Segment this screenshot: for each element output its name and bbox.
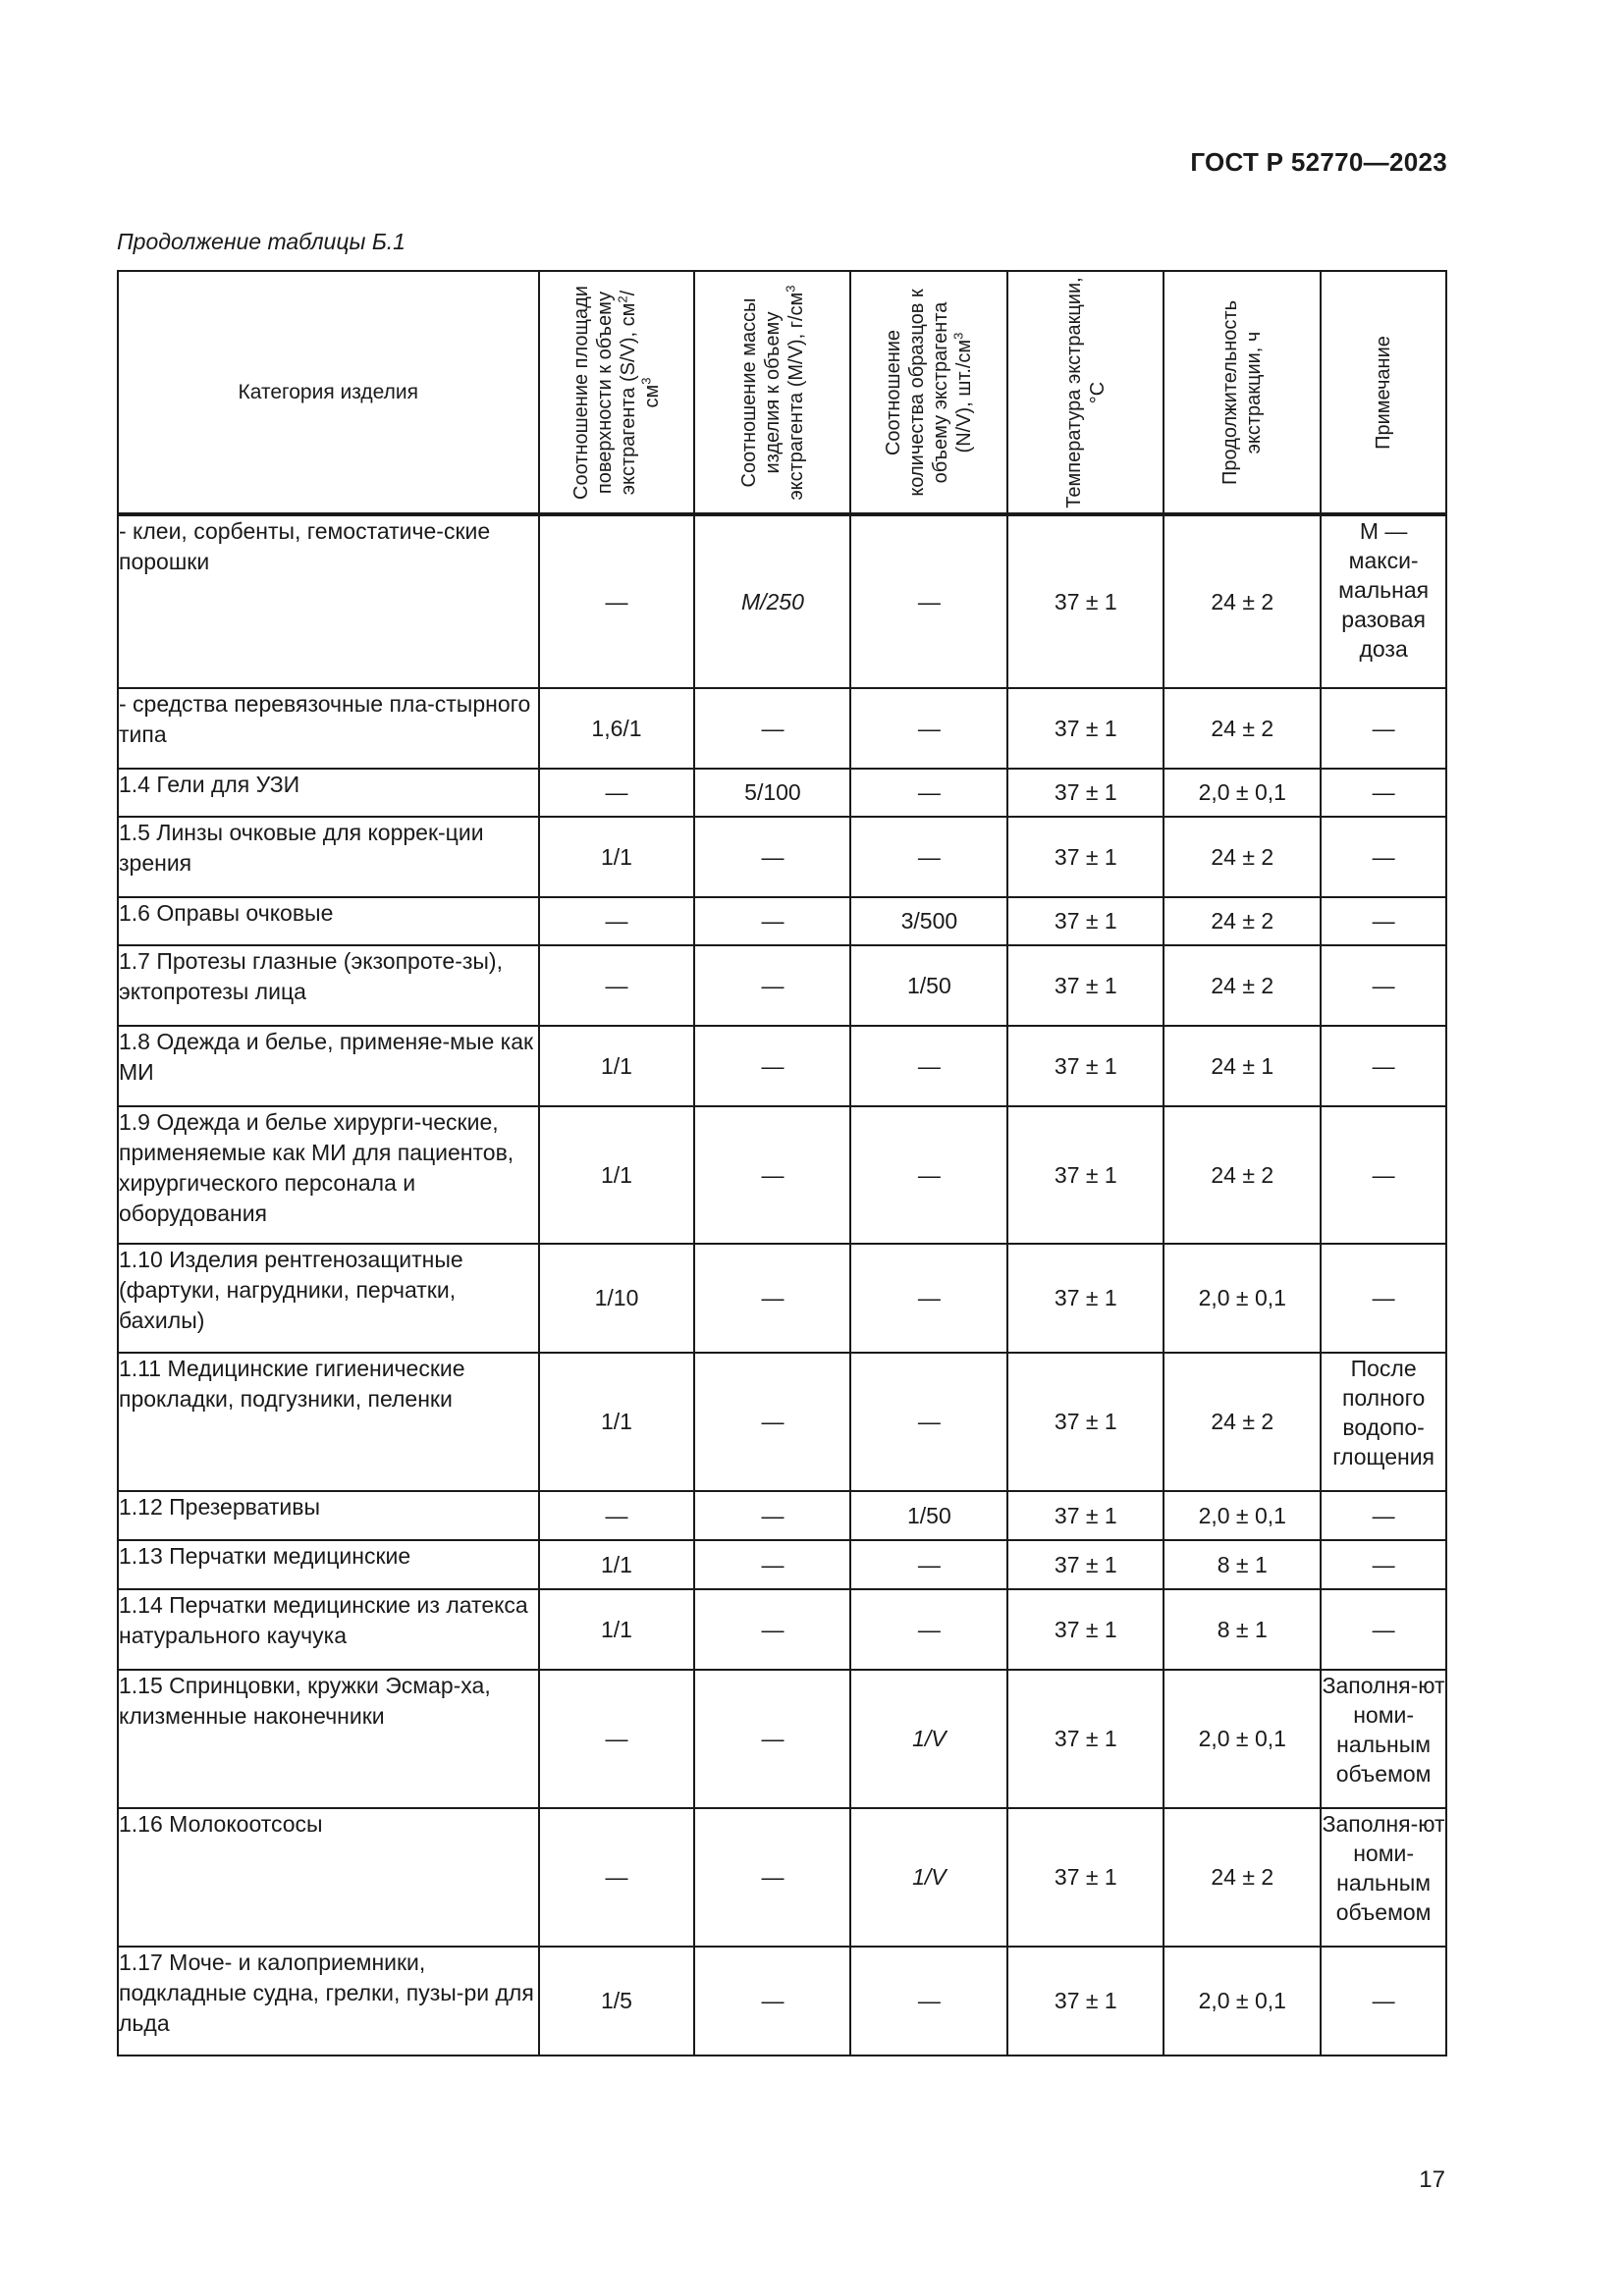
nv-cell: — bbox=[850, 1540, 1007, 1589]
mv-cell: — bbox=[694, 1589, 850, 1670]
note-cell: — bbox=[1321, 1491, 1446, 1540]
nv-header-exp: 3 bbox=[950, 332, 966, 340]
temperature-cell: 37 ± 1 bbox=[1007, 1244, 1164, 1353]
duration-cell: 24 ± 1 bbox=[1164, 1026, 1321, 1106]
table-row bbox=[118, 1244, 1446, 1353]
category-cell: 1.10 Изделия рентгенозащитные (фартуки, нагрудники, перчатки, бахилы) bbox=[118, 1244, 539, 1353]
nv-cell: — bbox=[850, 817, 1007, 897]
sv-cell: — bbox=[539, 1670, 695, 1808]
duration-cell: 2,0 ± 0,1 bbox=[1164, 1244, 1321, 1353]
temperature-cell: 37 ± 1 bbox=[1007, 1589, 1164, 1670]
category-cell: 1.9 Одежда и белье хирурги-ческие, применяемые как МИ для пациентов, хирургического персонала и оборудования bbox=[118, 1106, 539, 1244]
table-row bbox=[118, 1947, 1446, 2056]
nv-cell: 1/50 bbox=[850, 945, 1007, 1026]
duration-cell: 24 ± 2 bbox=[1164, 945, 1321, 1026]
mv-cell: — bbox=[694, 897, 850, 945]
table-row bbox=[118, 1026, 1446, 1106]
category-cell: 1.13 Перчатки медицинские bbox=[118, 1540, 539, 1589]
table-caption: Продолжение таблицы Б.1 bbox=[117, 229, 406, 254]
sv-cell: — bbox=[539, 1808, 695, 1947]
table-row bbox=[118, 1670, 1446, 1808]
note-cell: — bbox=[1321, 1947, 1446, 2056]
temperature-cell: 37 ± 1 bbox=[1007, 897, 1164, 945]
mv-cell: — bbox=[694, 1026, 850, 1106]
nv-cell: — bbox=[850, 769, 1007, 817]
sv-cell: — bbox=[539, 945, 695, 1026]
nv-cell: 3/500 bbox=[850, 897, 1007, 945]
temperature-cell: 37 ± 1 bbox=[1007, 688, 1164, 769]
sv-cell: 1/5 bbox=[539, 1947, 695, 2056]
duration-cell: 24 ± 2 bbox=[1164, 1808, 1321, 1947]
duration-cell: 2,0 ± 0,1 bbox=[1164, 1670, 1321, 1808]
duration-cell: 2,0 ± 0,1 bbox=[1164, 1491, 1321, 1540]
mv-cell: — bbox=[694, 817, 850, 897]
table-row bbox=[118, 945, 1446, 1026]
temperature-cell: 37 ± 1 bbox=[1007, 1353, 1164, 1491]
temperature-cell: 37 ± 1 bbox=[1007, 1540, 1164, 1589]
sv-cell: 1/10 bbox=[539, 1244, 695, 1353]
mv-cell: 5/100 bbox=[694, 769, 850, 817]
category-cell: 1.7 Протезы глазные (экзопроте-зы), эктопротезы лица bbox=[118, 945, 539, 1026]
mv-cell: — bbox=[694, 945, 850, 1026]
mv-cell: — bbox=[694, 1808, 850, 1947]
category-cell: - клеи, сорбенты, гемостатиче-ские порошки bbox=[118, 514, 539, 688]
nv-cell: — bbox=[850, 1947, 1007, 2056]
table-row bbox=[118, 1540, 1446, 1589]
header-duration bbox=[1164, 271, 1321, 514]
nv-cell: — bbox=[850, 1026, 1007, 1106]
duration-cell: 24 ± 2 bbox=[1164, 1353, 1321, 1491]
sv-cell: — bbox=[539, 514, 695, 688]
note-cell: — bbox=[1321, 897, 1446, 945]
nv-cell: 1/V bbox=[850, 1808, 1007, 1947]
temperature-cell: 37 ± 1 bbox=[1007, 945, 1164, 1026]
sv-header-text: Соотношение площади поверхности к объему экстрагента bbox=[570, 285, 639, 500]
temperature-cell: 37 ± 1 bbox=[1007, 769, 1164, 817]
sv-cell: 1/1 bbox=[539, 817, 695, 897]
mv-cell: — bbox=[694, 1670, 850, 1808]
mv-cell: — bbox=[694, 1244, 850, 1353]
table-row bbox=[118, 897, 1446, 945]
nv-cell: — bbox=[850, 1353, 1007, 1491]
duration-cell: 24 ± 2 bbox=[1164, 817, 1321, 897]
mv-cell: — bbox=[694, 1106, 850, 1244]
sv-header-exp1: 2 bbox=[615, 294, 630, 303]
table-row bbox=[118, 1353, 1446, 1491]
nv-cell: — bbox=[850, 1589, 1007, 1670]
nv-header-symbol: (N/V), шт./см bbox=[953, 339, 976, 453]
sv-cell: 1/1 bbox=[539, 1589, 695, 1670]
header-category: Категория изделия bbox=[118, 271, 539, 514]
header-note bbox=[1321, 271, 1446, 514]
note-cell: — bbox=[1321, 945, 1446, 1026]
note-cell: M — макси-мальная разовая доза bbox=[1321, 514, 1446, 688]
header-temperature bbox=[1007, 271, 1164, 514]
table-header-row bbox=[118, 271, 1446, 514]
header-nv-ratio bbox=[850, 271, 1007, 514]
sv-header-symbol: (S/V), см bbox=[618, 302, 639, 382]
note-cell: После полного водопо-глощения bbox=[1321, 1353, 1446, 1491]
category-cell: 1.11 Медицинские гигиенические прокладки, подгузники, пеленки bbox=[118, 1353, 539, 1491]
page-number: 17 bbox=[1419, 2166, 1445, 2193]
sv-cell: 1/1 bbox=[539, 1106, 695, 1244]
nv-cell: — bbox=[850, 1244, 1007, 1353]
temperature-cell: 37 ± 1 bbox=[1007, 1947, 1164, 2056]
sv-cell: — bbox=[539, 769, 695, 817]
category-cell: 1.17 Моче- и калоприемники, подкладные судна, грелки, пузы-ри для льда bbox=[118, 1947, 539, 2056]
duration-cell: 2,0 ± 0,1 bbox=[1164, 1947, 1321, 2056]
note-cell: Заполня-ют номи-нальным объемом bbox=[1321, 1670, 1446, 1808]
note-cell: — bbox=[1321, 1026, 1446, 1106]
header-sv-ratio bbox=[539, 271, 695, 514]
sv-cell: 1/1 bbox=[539, 1540, 695, 1589]
note-cell: — bbox=[1321, 1106, 1446, 1244]
duration-cell: 24 ± 2 bbox=[1164, 514, 1321, 688]
category-cell: 1.12 Презервативы bbox=[118, 1491, 539, 1540]
header-mv-ratio bbox=[694, 271, 850, 514]
duration-cell: 24 ± 2 bbox=[1164, 1106, 1321, 1244]
note-cell: — bbox=[1321, 688, 1446, 769]
table-row bbox=[118, 688, 1446, 769]
nv-cell: 1/V bbox=[850, 1670, 1007, 1808]
category-cell: 1.4 Гели для УЗИ bbox=[118, 769, 539, 817]
mv-cell: M/250 bbox=[694, 514, 850, 688]
nv-cell: — bbox=[850, 1106, 1007, 1244]
mv-cell: — bbox=[694, 1947, 850, 2056]
table-row bbox=[118, 1589, 1446, 1670]
temperature-cell: 37 ± 1 bbox=[1007, 514, 1164, 688]
duration-cell: 24 ± 2 bbox=[1164, 897, 1321, 945]
duration-cell: 24 ± 2 bbox=[1164, 688, 1321, 769]
note-cell: — bbox=[1321, 1540, 1446, 1589]
category-cell: 1.16 Молокоотсосы bbox=[118, 1808, 539, 1947]
note-header-text: Примечание bbox=[1373, 335, 1395, 450]
mv-cell: — bbox=[694, 1491, 850, 1540]
note-cell: — bbox=[1321, 1244, 1446, 1353]
sv-cell: 1/1 bbox=[539, 1026, 695, 1106]
nv-cell: — bbox=[850, 688, 1007, 769]
temperature-cell: 37 ± 1 bbox=[1007, 817, 1164, 897]
nv-cell: — bbox=[850, 514, 1007, 688]
sv-header-mid: /см bbox=[618, 290, 663, 407]
category-cell: 1.14 Перчатки медицинские из латекса натурального каучука bbox=[118, 1589, 539, 1670]
duration-header-text: Продолжительность экстракции, ч bbox=[1219, 299, 1266, 485]
table-row bbox=[118, 1808, 1446, 1947]
mv-cell: — bbox=[694, 1353, 850, 1491]
category-cell: - средства перевязочные пла-стырного типа bbox=[118, 688, 539, 769]
mv-cell: — bbox=[694, 1540, 850, 1589]
sv-cell: — bbox=[539, 1491, 695, 1540]
note-cell: — bbox=[1321, 769, 1446, 817]
table-body bbox=[118, 514, 1446, 2056]
note-cell: Заполня-ют номи-нальным объемом bbox=[1321, 1808, 1446, 1947]
sv-header-exp2: 3 bbox=[638, 377, 654, 385]
temperature-cell: 37 ± 1 bbox=[1007, 1491, 1164, 1540]
duration-cell: 8 ± 1 bbox=[1164, 1540, 1321, 1589]
table-row bbox=[118, 1491, 1446, 1540]
mv-header-text: Соотношение массы изделия к объему экстрагента bbox=[737, 297, 807, 501]
nv-header-text: Соотношение количества образцов к объему экстрагента bbox=[883, 288, 952, 497]
table-row bbox=[118, 769, 1446, 817]
temperature-cell: 37 ± 1 bbox=[1007, 1106, 1164, 1244]
category-cell: 1.6 Оправы очковые bbox=[118, 897, 539, 945]
sv-cell: — bbox=[539, 897, 695, 945]
category-cell: 1.8 Одежда и белье, применяе-мые как МИ bbox=[118, 1026, 539, 1106]
table-row bbox=[118, 514, 1446, 688]
temperature-cell: 37 ± 1 bbox=[1007, 1808, 1164, 1947]
document-code: ГОСТ Р 52770—2023 bbox=[1190, 147, 1447, 177]
table-row bbox=[118, 1106, 1446, 1244]
table-row bbox=[118, 817, 1446, 897]
category-cell: 1.5 Линзы очковые для коррек-ции зрения bbox=[118, 817, 539, 897]
duration-cell: 2,0 ± 0,1 bbox=[1164, 769, 1321, 817]
sv-cell: 1,6/1 bbox=[539, 688, 695, 769]
temperature-cell: 37 ± 1 bbox=[1007, 1026, 1164, 1106]
temperature-cell: 37 ± 1 bbox=[1007, 1670, 1164, 1808]
mv-cell: — bbox=[694, 688, 850, 769]
mv-header-symbol: (M/V), г/см bbox=[785, 292, 807, 387]
sv-cell: 1/1 bbox=[539, 1353, 695, 1491]
note-cell: — bbox=[1321, 1589, 1446, 1670]
nv-cell: 1/50 bbox=[850, 1491, 1007, 1540]
note-cell: — bbox=[1321, 817, 1446, 897]
mv-header-exp: 3 bbox=[783, 284, 798, 293]
duration-cell: 8 ± 1 bbox=[1164, 1589, 1321, 1670]
extraction-table bbox=[117, 270, 1447, 2056]
category-cell: 1.15 Спринцовки, кружки Эсмар-ха, клизменные наконечники bbox=[118, 1670, 539, 1808]
temperature-header-text: Температура экстракции, °С bbox=[1062, 276, 1109, 508]
